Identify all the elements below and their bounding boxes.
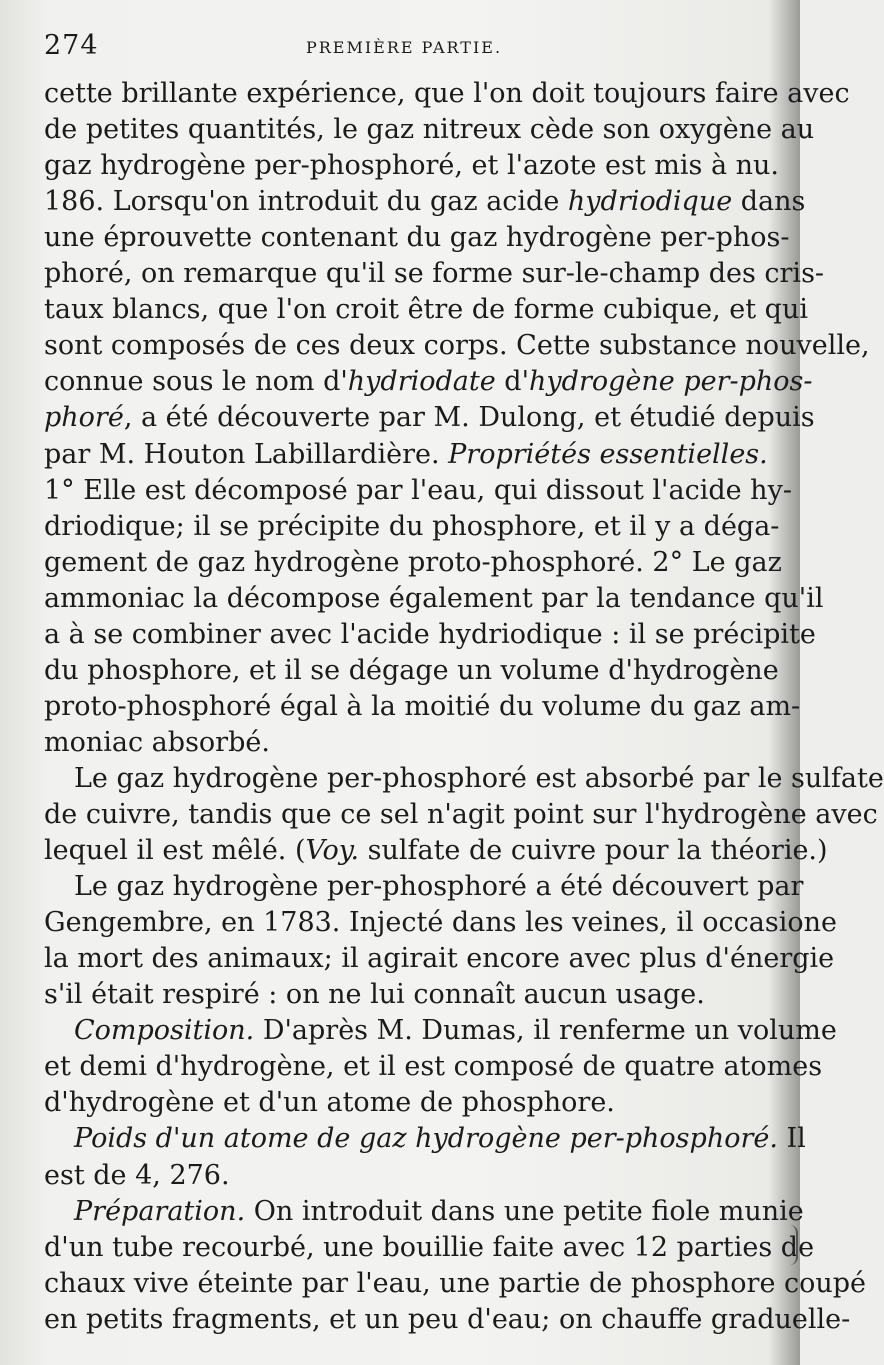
text-segment: s'il était respiré : on ne lui connaît aucun usage. [44,979,705,1011]
text-segment: dans [732,186,806,218]
text-line [44,941,835,977]
text-line [44,1085,764,1121]
text-line [44,617,816,653]
text-segment: sont composés de ces deux corps. Cette substance nouvelle, [44,330,870,362]
text-line [44,1158,764,1194]
text-line [44,1266,867,1302]
text-segment: d' [495,366,530,398]
italic-text: hydriodique [567,186,733,218]
text-segment: chaux vive éteinte par l'eau, une partie de phosphore coupé [44,1267,867,1299]
page-edge-mark [790,1225,798,1265]
text-segment: moniac absorbé. [44,726,270,758]
text-segment: une éprouvette contenant du gaz hydrogène per-phos- [44,222,790,254]
text-segment: a à se combiner avec l'acide hydriodique : il se précipite [44,618,816,650]
text-segment: sulfate de cuivre pour la théorie.) [359,835,828,867]
text-segment: d'un tube recourbé, une bouillie faite avec 12 parties de [44,1231,815,1263]
text-line [74,761,884,797]
text-line [74,1121,806,1157]
text-line [74,1013,837,1049]
text-line [44,364,813,400]
text-line [44,148,779,184]
text-segment: par M. Houton Labillardière. [44,438,449,470]
text-segment: gement de gaz hydrogène proto-phosphoré. 2° Le gaz [44,546,782,578]
page-header [44,30,764,70]
text-segment: lequel il est mêlé. ( [44,835,306,867]
text-line [44,797,878,833]
text-segment: Le gaz hydrogène per-phosphoré a été découvert par [74,871,804,903]
text-line [74,869,804,905]
text-line [44,689,801,725]
text-line [44,184,806,220]
text-line [44,545,782,581]
italic-text: hydrogène per-phos- [529,366,813,398]
text-line [44,220,790,256]
text-line [44,256,825,292]
text-line [44,112,815,148]
text-line [74,1194,804,1230]
text-line [44,905,837,941]
text-line [44,1049,823,1085]
text-segment: Il [777,1123,806,1155]
text-segment: connue sous le nom d' [44,366,348,398]
text-segment: 186. Lorsqu'on introduit du gaz acide [44,186,568,218]
text-segment: Gengembre, en 1783. Injecté dans les veines, il occasione [44,907,837,939]
text-line [44,400,815,436]
text-segment: du phosphore, et il se dégage un volume d'hydrogène [44,654,779,686]
running-head: PREMIÈRE PARTIE. [305,38,503,57]
italic-text: Poids d'un atome de gaz hydrogène per-phosphoré. [74,1123,778,1155]
text-segment: en petits fragments, et un peu d'eau; on chauffe graduelle- [44,1303,851,1335]
text-segment: , a été découverte par M. Dulong, et étudié depuis [123,402,815,434]
text-segment: est de 4, 276. [44,1159,230,1191]
text-segment: de petites quantités, le gaz nitreux cède son oxygène au [44,114,815,146]
text-segment: Le gaz hydrogène per-phosphoré est absorbé par le sulfate [74,762,884,794]
text-segment: On introduit dans une petite fiole munie [245,1195,804,1227]
italic-text: hydriodate [347,366,496,398]
text-segment: cette brillante expérience, que l'on doit toujours faire avec [44,78,850,109]
text-segment: driodique; il se précipite du phosphore, et il y a déga- [44,510,780,542]
page-number: 274 [44,30,99,61]
text-line [44,1302,851,1338]
text-line [44,581,824,617]
text-segment: phoré, on remarque qu'il se forme sur-le-champ des cris- [44,258,825,290]
text-segment: de cuivre, tandis que ce sel n'agit point sur l'hydrogène avec [44,799,878,830]
text-segment: gaz hydrogène per-phosphoré, et l'azote est mis à nu. [44,150,779,182]
text-line [44,725,764,761]
text-segment: et demi d'hydrogène, et il est composé de quatre atomes [44,1051,823,1083]
italic-text: Composition. [74,1015,255,1047]
text-segment: d'hydrogène et d'un atome de phosphore. [44,1087,615,1119]
text-line [44,76,850,112]
text-line [44,1230,815,1266]
italic-text: Préparation. [74,1195,246,1227]
text-line [44,509,780,545]
italic-text: Voy. [305,835,360,867]
text-line [44,833,828,869]
italic-text: phoré [44,402,124,434]
text-line [44,473,792,509]
text-line [44,653,779,689]
text-line [44,437,768,473]
text-segment: D'après M. Dumas, il renferme un volume [254,1015,837,1047]
italic-text: Propriétés essentielles. [448,438,768,470]
text-line [44,328,870,364]
text-segment: 1° Elle est décomposé par l'eau, qui dissout l'acide hy- [44,474,792,506]
text-segment: proto-phosphoré égal à la moitié du volume du gaz am- [44,690,801,722]
text-segment: la mort des animaux; il agirait encore avec plus d'énergie [44,943,835,975]
text-segment: ammoniac la décompose également par la tendance qu'il [44,582,824,614]
text-line [44,977,764,1013]
text-segment: taux blancs, que l'on croit être de forme cubique, et qui [44,294,808,326]
text-line [44,292,808,328]
